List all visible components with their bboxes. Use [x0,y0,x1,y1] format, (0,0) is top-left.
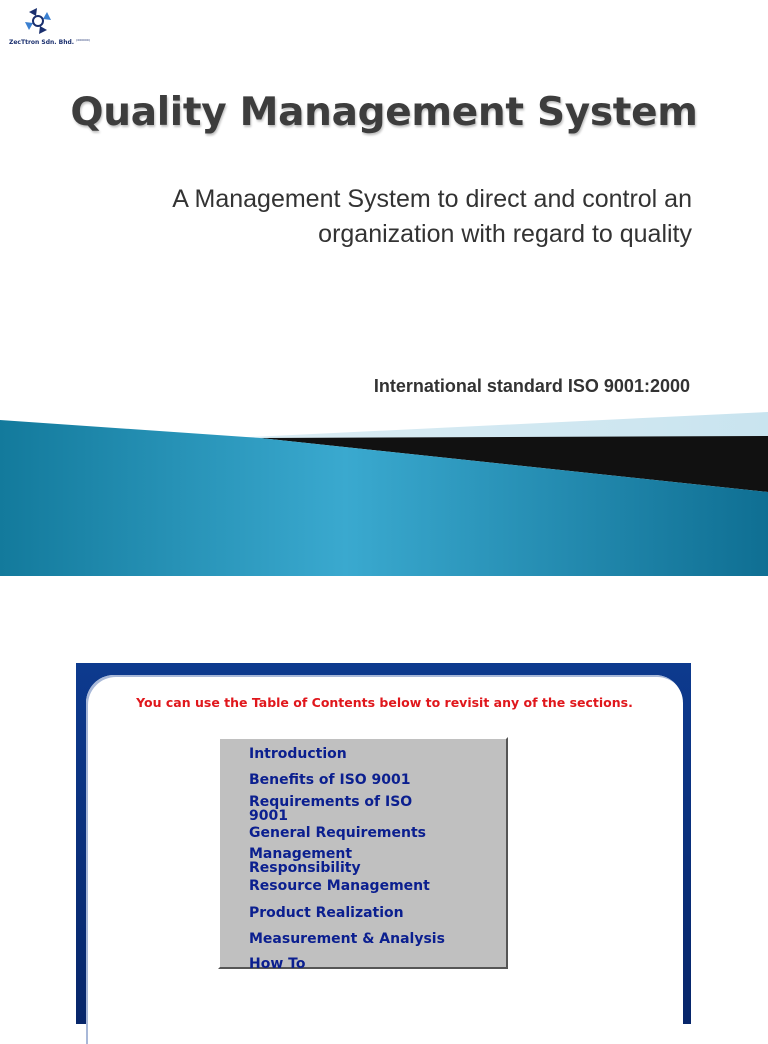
toc-item-management-responsibility[interactable]: Management Responsibility [249,846,361,876]
toc-item-general-requirements[interactable]: General Requirements [249,825,427,841]
table-of-contents [218,737,508,972]
slide-title: Quality Management System [70,90,698,135]
toc-item-product-realization[interactable]: Product Realization [249,905,404,921]
toc-item-requirements[interactable]: Requirements of ISO 9001 [249,794,413,824]
company-logo [8,6,108,48]
toc-item-benefits[interactable]: Benefits of ISO 9001 [249,772,411,788]
subtitle-line: organization with regard to quality [318,220,692,248]
decorative-wave [0,408,768,576]
logo-emblem-icon [23,6,53,36]
toc-panel [76,663,691,1024]
logo-company-name: ZecTtron Sdn. Bhd. $^{(000000)}$ [9,38,90,46]
toc-item-how-to[interactable]: How To [249,956,306,972]
slide-subtitle [52,182,692,252]
standard-caption: International standard ISO 9001:2000 [373,376,690,396]
toc-item-measurement-analysis[interactable]: Measurement & Analysis [249,931,445,947]
toc-item-introduction[interactable]: Introduction [249,746,347,762]
toc-panel-content [86,675,683,1044]
toc-instruction: You can use the Table of Contents below to revisit any of the sections. [136,695,633,710]
subtitle-line: A Management System to direct and control an [172,185,692,213]
toc-item-resource-management[interactable]: Resource Management [249,878,430,894]
